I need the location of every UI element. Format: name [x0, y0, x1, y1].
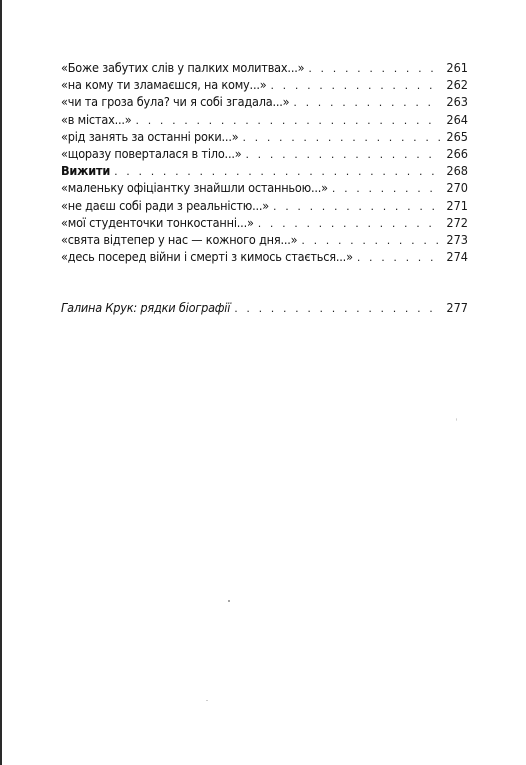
toc-dot-leader [301, 232, 440, 249]
toc-entry [61, 128, 468, 145]
toc-entry-page: 266 [446, 145, 468, 161]
toc-entry-page: 265 [446, 128, 468, 144]
paper-speck [206, 700, 208, 701]
toc-entry [61, 248, 468, 265]
paper-speck [456, 418, 457, 421]
toc-entry-page: 263 [446, 94, 468, 110]
toc-entry-page: 274 [446, 249, 468, 265]
toc-entry-title: «на кому ти зламаєшся, на кому...» [61, 77, 267, 93]
toc-entry-title: «Боже забутих слів у палких молитвах...» [61, 60, 305, 75]
toc-dot-leader [332, 180, 440, 197]
toc-entry [61, 93, 468, 110]
toc-entry [61, 231, 468, 248]
toc-entry [61, 111, 468, 128]
toc-dot-leader [242, 129, 440, 146]
toc-dot-leader [308, 60, 440, 77]
toc-entry-page: 272 [446, 214, 468, 230]
toc-entry [61, 197, 468, 214]
toc-entry-title: Галина Крук: рядки біографії [61, 300, 231, 315]
toc-entry-title: «не даєш собі ради з реальністю...» [61, 197, 269, 213]
toc-entry [61, 214, 468, 231]
toc-entry [61, 179, 468, 196]
table-of-contents [61, 59, 468, 265]
toc-dot-leader [114, 163, 440, 180]
toc-entry-title: «рід занять за останні роки...» [61, 128, 239, 144]
toc-entry [61, 145, 468, 162]
toc-entry-page: 270 [446, 180, 468, 196]
toc-entry-page: 261 [446, 60, 468, 75]
toc-dot-leader [245, 146, 440, 163]
toc-dot-leader [258, 215, 440, 232]
toc-entry-page: 273 [446, 231, 468, 247]
toc-entry-title: «маленьку офіціантку знайшли останньою...» [61, 180, 328, 196]
toc-biography-section [61, 299, 468, 316]
toc-entry-page: 262 [446, 77, 468, 93]
toc-dot-leader [273, 198, 440, 215]
toc-entry-title: «чи та гроза була? чи я собі згадала...» [61, 94, 290, 110]
toc-entry [61, 59, 468, 76]
toc-entry [61, 76, 468, 93]
toc-entry-title: «в містах...» [61, 111, 132, 127]
toc-entry-page: 264 [446, 111, 468, 127]
toc-dot-leader [270, 77, 440, 94]
page-edge [0, 0, 2, 765]
toc-dot-leader [136, 112, 441, 129]
toc-dot-leader [293, 94, 440, 111]
toc-dot-leader [357, 249, 440, 266]
toc-entry-title: «щоразу поверталася в тіло...» [61, 145, 242, 161]
toc-entry-page: 277 [446, 300, 468, 315]
toc-entry-page: 271 [446, 197, 468, 213]
toc-entry-title: «десь посеред війни і смерті з кимось стається...» [61, 249, 353, 265]
toc-entry-page: 268 [446, 163, 468, 179]
toc-entry-biography [61, 299, 468, 316]
toc-entry [61, 162, 468, 179]
toc-entry-title: «мої студенточки тонкостанні...» [61, 214, 254, 230]
toc-dot-leader [234, 300, 440, 317]
toc-entry-title: Вижити [61, 163, 111, 179]
toc-entry-title: «свята відтепер у нас — кожного дня...» [61, 231, 298, 247]
paper-speck [228, 600, 230, 602]
